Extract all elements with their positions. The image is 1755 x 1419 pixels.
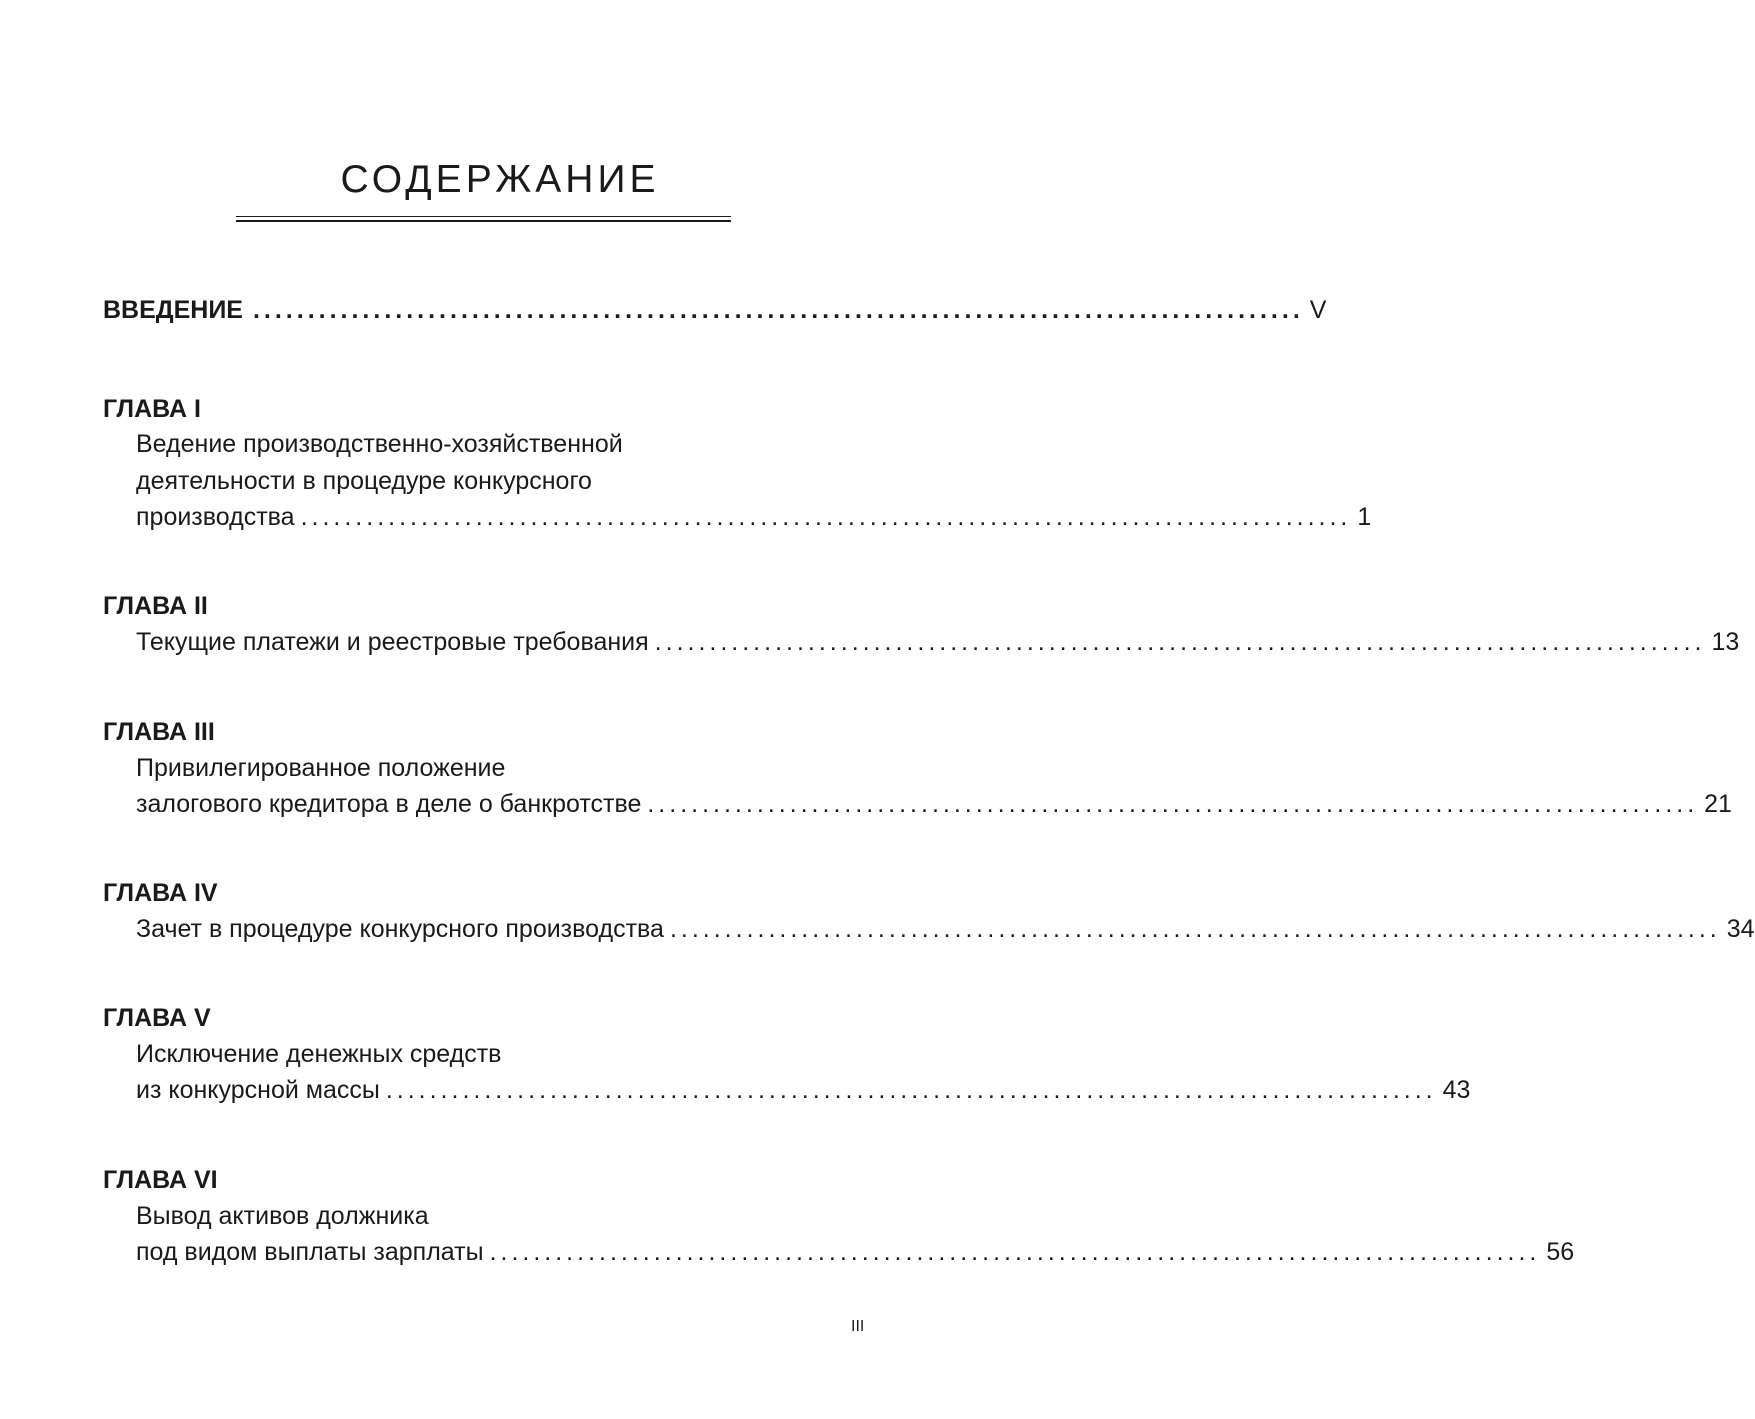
chapter-title-line: Зачет в процедуре конкурсного производства [136, 915, 664, 943]
page-folio: III [851, 1318, 865, 1335]
toc-page-number: 21 [1704, 790, 1732, 818]
dot-leader: ................................................................................................ [647, 790, 1699, 818]
toc-page-number: V [1309, 296, 1327, 324]
page-title: СОДЕРЖАНИЕ [340, 158, 660, 201]
toc-entry-intro[interactable] [103, 296, 1327, 325]
toc-entry-chapter-6[interactable] [136, 1238, 1575, 1267]
chapter-heading: ГЛАВА I [103, 395, 201, 423]
chapter-heading: ГЛАВА III [103, 718, 215, 746]
dot-leader: ................................................................................................ [385, 1076, 1437, 1104]
toc-entry-chapter-5[interactable] [136, 1076, 1471, 1105]
chapter-title-line: Вывод активов должника [136, 1202, 429, 1230]
toc-entry-chapter-3[interactable] [136, 790, 1732, 819]
toc-entry-label: ВВЕДЕНИЕ [103, 296, 243, 324]
chapter-title-line: Ведение производственно-хозяйственной [136, 430, 623, 458]
dot-leader: ................................................................................................ [654, 628, 1706, 656]
chapter-title-line: деятельности в процедуре конкурсного [136, 467, 592, 495]
toc-page-number: 56 [1546, 1238, 1575, 1266]
chapter-title-line: Текущие платежи и реестровые требования [136, 628, 649, 656]
dot-leader: ................................................................................................ [489, 1238, 1541, 1266]
dot-leader: ................................................................................................ [300, 503, 1352, 531]
dot-leader: ................................................................................................ [252, 296, 1304, 324]
toc-entry-chapter-2[interactable] [136, 628, 1740, 657]
chapter-heading: ГЛАВА IV [103, 879, 218, 907]
chapter-heading: ГЛАВА VI [103, 1166, 218, 1194]
toc-page-number: 1 [1357, 503, 1372, 531]
chapter-heading: ГЛАВА V [103, 1004, 211, 1032]
chapter-title-line: под видом выплаты зарплаты [136, 1238, 484, 1266]
toc-page-number: 34 [1726, 915, 1755, 943]
chapter-heading: ГЛАВА II [103, 592, 208, 620]
chapter-title-line: Привилегированное положение [136, 754, 506, 782]
chapter-title-line: залогового кредитора в деле о банкротстве [136, 790, 642, 818]
toc-entry-chapter-1[interactable] [136, 503, 1372, 532]
title-rule-bottom [236, 220, 731, 222]
chapter-title-line: производства [136, 503, 295, 531]
chapter-title-line: из конкурсной массы [136, 1076, 380, 1104]
chapter-title-line: Исключение денежных средств [136, 1040, 502, 1068]
toc-entry-chapter-4[interactable] [136, 915, 1755, 944]
title-rule-top [236, 216, 731, 217]
toc-page-number: 13 [1711, 628, 1740, 656]
toc-page-number: 43 [1442, 1076, 1471, 1104]
dot-leader: ................................................................................................ [669, 915, 1721, 943]
